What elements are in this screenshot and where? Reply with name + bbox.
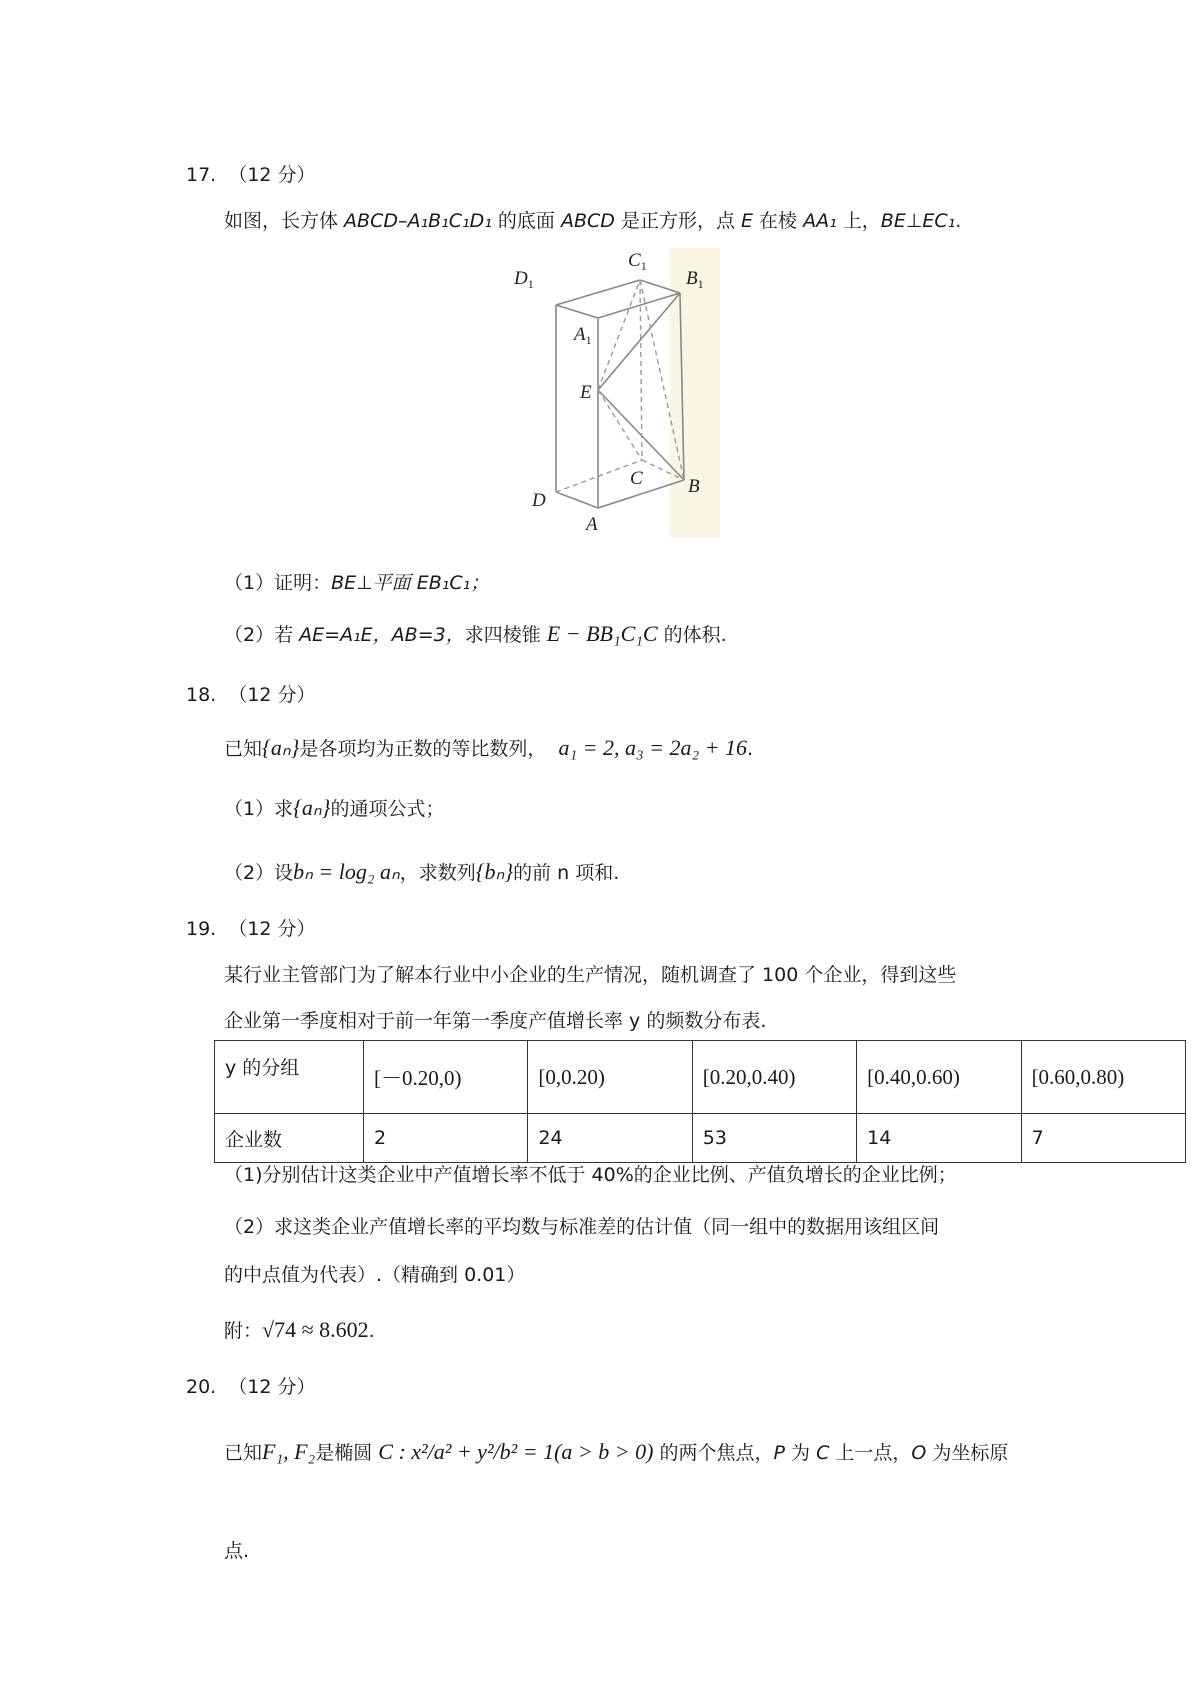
- interval-cell: [0.20,0.40): [692, 1041, 856, 1114]
- q19-number: 19. （12 分）: [186, 918, 316, 940]
- q20-number: 20. （12 分）: [186, 1376, 316, 1398]
- q19-part1: （1)分别估计这类企业中产值增长率不低于 40%的企业比例、产值负增长的企业比例；: [224, 1164, 957, 1186]
- label-a: A: [586, 514, 598, 535]
- table-row-label: 企业数: [215, 1114, 364, 1163]
- label-d1: $D_1$: [514, 268, 534, 291]
- log-equation: bₙ = log₂ aₙ: [293, 859, 400, 884]
- label-b1: $B_1$: [686, 268, 704, 291]
- count-cell: 2: [364, 1114, 528, 1163]
- interval-cell: [－0.20,0): [364, 1041, 528, 1114]
- q20-stem-line2: 点.: [224, 1540, 250, 1562]
- q19-part2-line2: 的中点值为代表）.（精确到 0.01）: [224, 1264, 526, 1286]
- q18-part1: （1）求{aₙ}的通项公式；: [224, 795, 445, 820]
- interval-cell: [0.40,0.60): [857, 1041, 1021, 1114]
- label-d: D: [532, 490, 546, 511]
- q17-stem: 如图，长方体 ABCD–A₁B₁C₁D₁ 的底面 ABCD 是正方形，点 E 在棱 AA₁ 上，BE⊥EC₁.: [224, 210, 962, 232]
- label-c: C: [630, 468, 643, 489]
- q17-part2: （2）若 AE=A₁E，AB=3，求四棱锥 E − BB₁C₁C 的体积.: [224, 621, 727, 646]
- edge-d1c1: [556, 280, 640, 305]
- ellipse-equation: C : x²/a² + y²/b² = 1(a > b > 0): [378, 1439, 654, 1464]
- q19-stem-line2: 企业第一季度相对于前一年第一季度产值增长率 y 的频数分布表.: [224, 1010, 767, 1032]
- cuboid-figure: [514, 248, 720, 538]
- solid-edges: [556, 280, 684, 508]
- q19-stem-line1: 某行业主管部门为了解本行业中小企业的生产情况，随机调查了 100 个企业，得到这些: [224, 964, 957, 986]
- interval-cell: [0,0.20): [528, 1041, 692, 1114]
- q19-part2-line1: （2）求这类企业产值增长率的平均数与标准差的估计值（同一组中的数据用该组区间: [224, 1216, 940, 1238]
- count-cell: 14: [857, 1114, 1021, 1163]
- label-c1: $C_1$: [628, 250, 647, 273]
- q17-number: 17. （12 分）: [186, 164, 316, 186]
- edge-da: [556, 492, 598, 508]
- frequency-table: [214, 1040, 1186, 1163]
- table-row-counts: [215, 1114, 1186, 1163]
- label-b: B: [688, 476, 700, 497]
- q18-equation: a₁ = 2, a₃ = 2a₂ + 16: [558, 735, 747, 760]
- sqrt-approx: √74 ≈ 8.602: [262, 1317, 369, 1342]
- q19-note: 附：√74 ≈ 8.602.: [224, 1317, 375, 1342]
- edge-eb1: [598, 293, 680, 390]
- q18-number: 18. （12 分）: [186, 684, 316, 706]
- table-row-intervals: [215, 1041, 1186, 1114]
- q18-stem: 已知{aₙ}是各项均为正数的等比数列， a₁ = 2, a₃ = 2a₂ + 16.: [224, 735, 754, 760]
- count-cell: 24: [528, 1114, 692, 1163]
- label-a1: $A_1$: [574, 324, 592, 347]
- table-header-label: y 的分组: [215, 1041, 364, 1114]
- q17-part1: （1）证明：BE⊥平面 EB₁C₁；: [224, 572, 490, 594]
- edge-cc1: [640, 280, 642, 460]
- edge-ec1: [598, 280, 640, 390]
- count-cell: 53: [692, 1114, 856, 1163]
- q20-stem: 已知F₁, F₂是椭圆 C : x²/a² + y²/b² = 1(a > b > 0) 的两个焦点，P 为 C 上一点，O 为坐标原: [224, 1439, 1009, 1464]
- label-e: E: [580, 382, 592, 403]
- solid-name: ABCD–A₁B₁C₁D₁: [344, 210, 492, 232]
- edge-a1b1: [598, 293, 680, 318]
- pyramid-expr: E − BB₁C₁C: [546, 621, 658, 646]
- count-cell: 7: [1021, 1114, 1185, 1163]
- edge-d1a1: [556, 305, 598, 318]
- interval-cell: [0.60,0.80): [1021, 1041, 1185, 1114]
- q18-part2: （2）设bₙ = log₂ aₙ，求数列{bₙ}的前 n 项和.: [224, 859, 620, 884]
- edge-ec: [598, 390, 642, 460]
